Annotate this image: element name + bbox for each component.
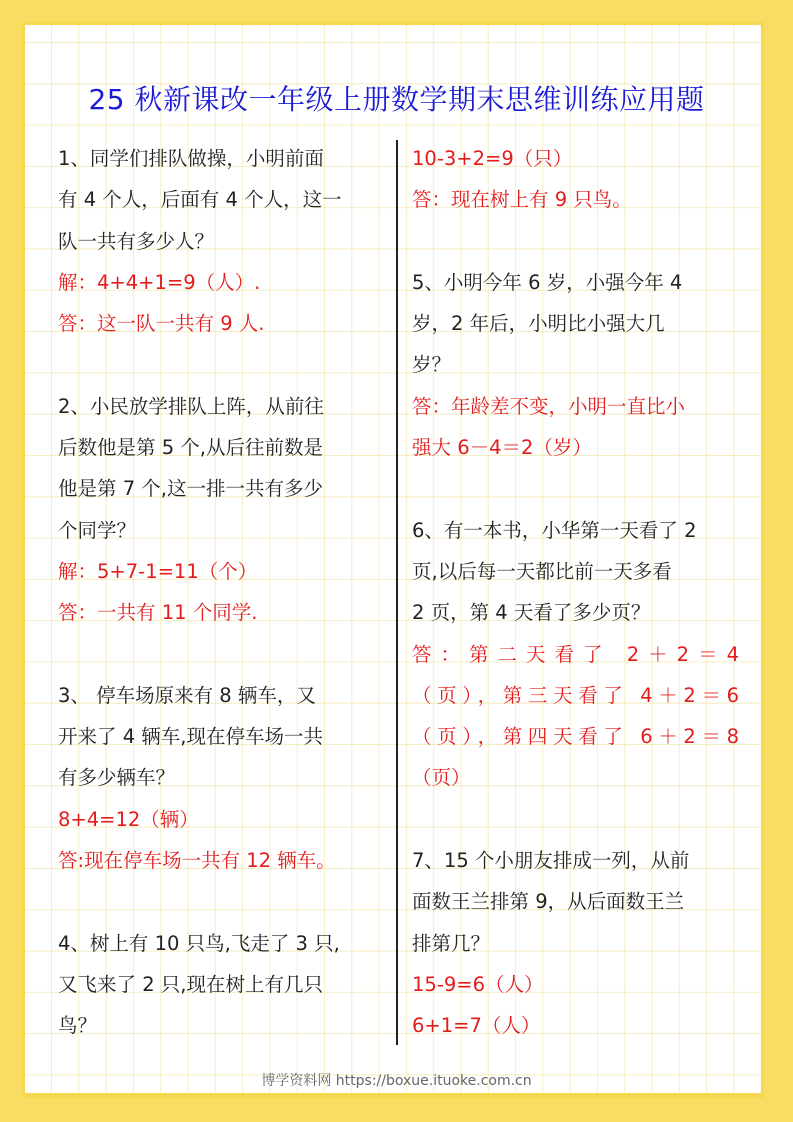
question-line: 1、同学们排队做操，小明前面 bbox=[58, 147, 324, 170]
answer-line: 解：5+7-1=11（个） bbox=[58, 559, 258, 583]
answer-line: 答：一共有 11 个同学. bbox=[58, 601, 258, 625]
blank-line bbox=[58, 634, 384, 675]
question-line: 2、小民放学排队上阵，从前往 bbox=[58, 394, 324, 418]
answer-line: 答：第二天看了 2＋2＝4 bbox=[412, 642, 739, 666]
blank-line bbox=[412, 468, 739, 509]
answer-line: 答：现在树上有 9 只鸟。 bbox=[412, 188, 632, 212]
answer-line: 6+1=7（人） bbox=[412, 1014, 541, 1038]
question-line: 后数他是第 5 个,从后往前数是 bbox=[58, 436, 324, 460]
question-line: 5、小明今年 6 岁，小强今年 4 bbox=[412, 270, 683, 294]
question-line: 3、 停车场原来有 8 辆车，又 bbox=[58, 683, 316, 707]
blank-line bbox=[58, 344, 384, 385]
blank-line bbox=[412, 799, 739, 840]
page-title: 25 秋新课改一年级上册数学期末思维训练应用题 bbox=[88, 83, 705, 116]
answer-line: 答:现在停车场一共有 12 辆车。 bbox=[58, 849, 336, 873]
question-line: 鸟？ bbox=[58, 1014, 98, 1038]
right-column bbox=[412, 138, 739, 1047]
answer-line: 8+4=12（辆） bbox=[58, 807, 199, 831]
question-line: 6、有一本书，小华第一天看了 2 bbox=[412, 518, 697, 542]
question-line: 他是第 7 个,这一排一共有多少 bbox=[58, 477, 324, 501]
answer-line: （页），第四天看了 6＋2＝8 bbox=[412, 725, 739, 749]
answer-line: 解：4+4+1=9（人）. bbox=[58, 270, 261, 294]
footer-watermark: 博学资料网 https://boxue.ituoke.com.cn bbox=[261, 1073, 532, 1089]
question-line: 有 4 个人，后面有 4 个人，这一 bbox=[58, 188, 342, 212]
question-line: 7、15 个小朋友排成一列，从前 bbox=[412, 849, 690, 873]
answer-line: 答：年龄差不变，小明一直比小 bbox=[412, 394, 686, 418]
question-line: 有多少辆车？ bbox=[58, 766, 176, 790]
blank-line bbox=[412, 221, 739, 262]
answer-line: （页），第三天看了 4＋2＝6 bbox=[412, 683, 739, 707]
question-line: 排第几？ bbox=[412, 931, 491, 955]
question-line: 2 页，第 4 天看了多少页？ bbox=[412, 601, 651, 625]
question-line: 开来了 4 辆车,现在停车场一共 bbox=[58, 725, 324, 749]
answer-line: （页） bbox=[412, 766, 471, 790]
question-line: 岁，2 年后，小明比小强大几 bbox=[412, 312, 665, 336]
column-divider bbox=[396, 140, 398, 1045]
answer-line: 15-9=6（人） bbox=[412, 972, 544, 996]
question-line: 岁？ bbox=[412, 353, 452, 377]
question-line: 4、树上有 10 只鸟,飞走了 3 只, bbox=[58, 931, 340, 955]
answer-line: 强大 6－4＝2（岁） bbox=[412, 436, 592, 460]
question-line: 面数王兰排第 9，从后面数王兰 bbox=[412, 890, 685, 914]
answer-line: 答：这一队一共有 9 人. bbox=[58, 312, 265, 336]
question-line: 又飞来了 2 只,现在树上有几只 bbox=[58, 972, 324, 996]
left-column bbox=[58, 138, 384, 1047]
question-line: 个同学？ bbox=[58, 518, 137, 542]
answer-line: 10-3+2=9（只） bbox=[412, 147, 573, 170]
question-line: 队一共有多少人？ bbox=[58, 229, 215, 253]
question-line: 页,以后每一天都比前一天多看 bbox=[412, 559, 672, 583]
blank-line bbox=[58, 881, 384, 922]
